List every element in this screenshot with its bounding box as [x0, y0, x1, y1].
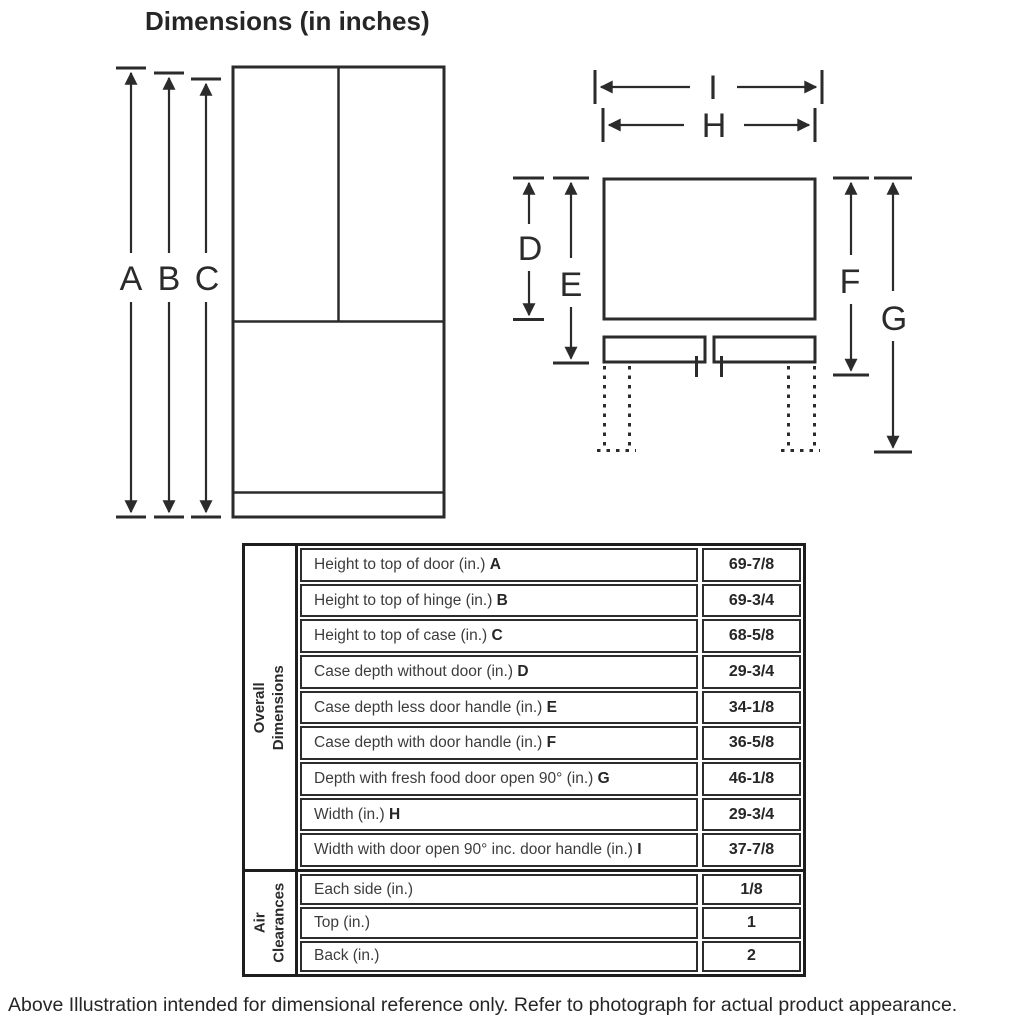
air-clearances-section	[242, 872, 806, 977]
spec-name: Height to top of hinge (in.) B	[300, 584, 698, 618]
page-title: Dimensions (in inches)	[145, 6, 430, 36]
dimension-label-h: H	[701, 107, 727, 145]
spec-name: Case depth less door handle (in.) E	[300, 691, 698, 725]
open-door-dashed-lines	[597, 366, 820, 451]
dimension-label-e: E	[559, 266, 583, 304]
spec-name: Width (in.) H	[300, 798, 698, 832]
spec-name: Each side (in.)	[300, 874, 698, 905]
spec-row	[300, 548, 801, 582]
overall-dimensions-rows	[298, 546, 803, 869]
spec-value: 1	[702, 907, 801, 938]
air-clearances-rows	[298, 872, 803, 974]
spec-name: Height to top of case (in.) C	[300, 619, 698, 653]
fridge-top-view-diagram	[500, 60, 930, 460]
spec-row	[300, 833, 801, 867]
section-header-overall-dimensions: Overall Dimensions	[245, 546, 298, 869]
spec-value: 69-7/8	[702, 548, 801, 582]
spec-name: Back (in.)	[300, 941, 698, 972]
dimensions-table	[242, 543, 806, 977]
spec-name: Top (in.)	[300, 907, 698, 938]
spec-value: 46-1/8	[702, 762, 801, 796]
dimension-label-b: B	[157, 260, 181, 298]
dimension-label-f: F	[839, 263, 861, 301]
spec-value: 37-7/8	[702, 833, 801, 867]
dimension-label-c: C	[194, 260, 220, 298]
dimension-label-a: A	[119, 260, 143, 298]
spec-name: Case depth without door (in.) D	[300, 655, 698, 689]
spec-row	[300, 907, 801, 938]
section-header-air-clearances: Air Clearances	[245, 872, 298, 974]
dimension-label-g: G	[880, 300, 908, 338]
dimension-label-i: I	[708, 69, 718, 107]
spec-row	[300, 691, 801, 725]
spec-row	[300, 874, 801, 905]
spec-value: 1/8	[702, 874, 801, 905]
overall-dimensions-section	[242, 543, 806, 872]
spec-row	[300, 726, 801, 760]
spec-row	[300, 584, 801, 618]
spec-value: 29-3/4	[702, 798, 801, 832]
footnote: Above Illustration intended for dimensional reference only. Refer to photograph for actual product appearance.	[8, 994, 958, 1016]
spec-value: 34-1/8	[702, 691, 801, 725]
spec-row	[300, 655, 801, 689]
spec-name: Height to top of door (in.) A	[300, 548, 698, 582]
spec-row	[300, 941, 801, 972]
spec-value: 2	[702, 941, 801, 972]
spec-row	[300, 762, 801, 796]
case-outline	[604, 179, 815, 377]
spec-row	[300, 619, 801, 653]
spec-value: 29-3/4	[702, 655, 801, 689]
spec-row	[300, 798, 801, 832]
fridge-front-view-diagram	[100, 50, 460, 530]
spec-value: 36-5/8	[702, 726, 801, 760]
spec-name: Depth with fresh food door open 90° (in.) G	[300, 762, 698, 796]
spec-value: 69-3/4	[702, 584, 801, 618]
spec-value: 68-5/8	[702, 619, 801, 653]
fridge-outline	[233, 67, 444, 517]
dimension-label-d: D	[517, 230, 543, 268]
dimension-arrow-c	[191, 79, 221, 517]
spec-name: Width with door open 90° inc. door handle (in.) I	[300, 833, 698, 867]
spec-name: Case depth with door handle (in.) F	[300, 726, 698, 760]
